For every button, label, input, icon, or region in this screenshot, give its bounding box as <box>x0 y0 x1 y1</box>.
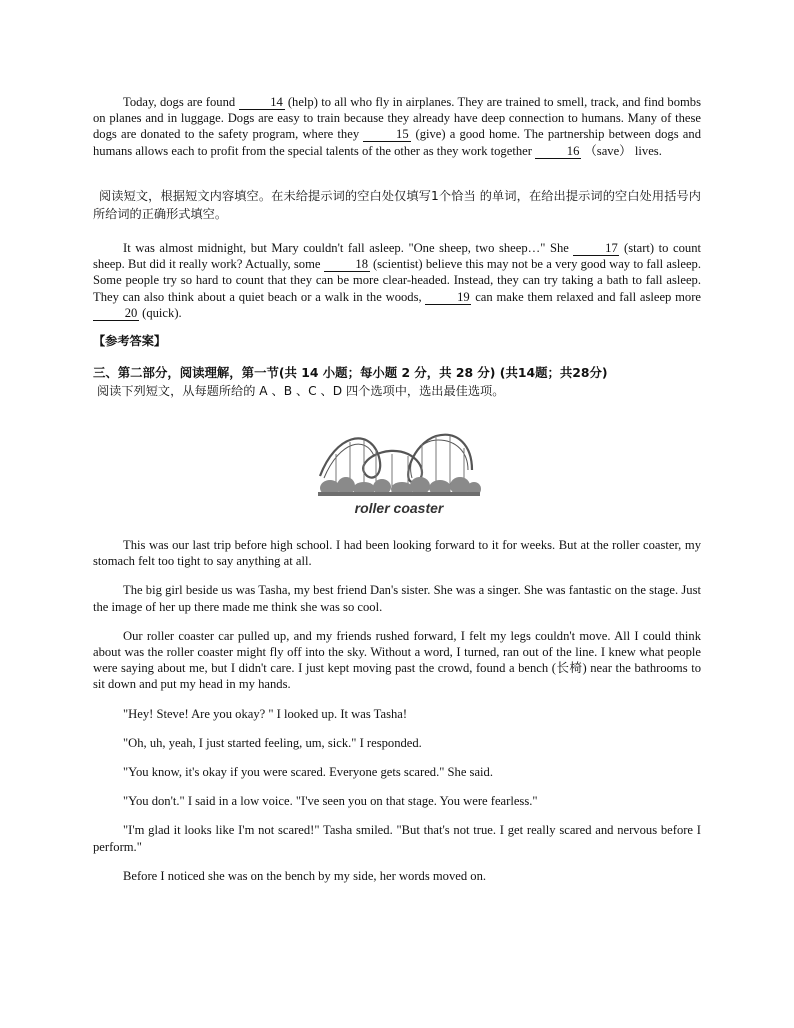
passage-dogs <box>93 94 701 159</box>
blank-16[interactable]: 16 <box>535 145 581 159</box>
passage-text-segment: (help) to all who fly in airplanes. They are trained to smell, track, and find bombs on planes and in luggage. Dogs are easy to train because they already have deep connection to humans. Many of these dogs are donated to the safety program, where they <box>93 95 701 142</box>
blank-20[interactable]: 20 <box>93 307 139 321</box>
passage-text-segment: (quick). <box>139 305 182 320</box>
section-heading-text: 三、第二部分，阅读理解，第一节(共 14 小题；每小题 2 分，共 28 分) (共14题；共28分) <box>93 365 608 380</box>
passage-text-segment: (scientist) believe this may not be a very good way to fall asleep. Some people try so hard to count that they can be more clear-headed. Instead, they can try taking a bath to fall asleep. They can also think about a quiet beach or a walk in the woods, <box>93 257 701 304</box>
blank-17[interactable]: 17 <box>573 242 619 256</box>
story-paragraph: "You don't." I said in a low voice. "I've seen you on that stage. You were fearless." <box>123 794 538 809</box>
roller-coaster-illustration <box>316 414 482 518</box>
story-paragraph: This was our last trip before high school. I had been looking forward to it for weeks. But at the roller coaster, my stomach felt too tight to say anything at all. <box>93 538 701 569</box>
story-paragraph: "I'm glad it looks like I'm not scared!" Tasha smiled. "But that's not true. I get really scared and nervous before I perform." <box>93 823 701 854</box>
fill-in-instruction-text: 阅读短文，根据短文内容填空。在未给提示词的空白处仅填写1个恰当 的单词，在给出提示词的空白处用括号内所给词的正确形式填空。 <box>93 189 701 221</box>
blank-19[interactable]: 19 <box>425 291 471 305</box>
section-heading <box>93 364 701 400</box>
answer-heading-text: 【参考答案】 <box>93 334 167 348</box>
passage-text-segment: (start) to count sheep. But did it really work? Actually, some <box>93 241 701 272</box>
story-paragraph: Our roller coaster car pulled up, and my friends rushed forward, I felt my legs couldn't move. All I could think about was the roller coaster might fly off into the sky. Without a word, I turned, ran out of the line. I knew what people were saying about me, but I didn't care. I just kept moving past the crowd, found a bench (长椅) near the bathrooms to sit down and put my head in my hands. <box>93 628 701 692</box>
story-paragraph: "You know, it's okay if you were scared. Everyone gets scared." She said. <box>123 765 493 780</box>
passage-dogs-text <box>93 94 701 159</box>
story-paragraph: "Hey! Steve! Are you okay? " I looked up. It was Tasha! <box>123 706 408 721</box>
passage-text-segment: Today, dogs are found <box>123 95 239 109</box>
blank-14[interactable]: 14 <box>239 96 285 110</box>
story-paragraph: Before I noticed she was on the bench by my side, her words moved on. <box>123 868 487 883</box>
fill-in-instruction <box>93 187 701 223</box>
passage-sleep-text <box>93 240 701 321</box>
passage-sleep <box>93 240 701 321</box>
choice-instruction-text: 阅读下列短文，从每题所给的 A 、B 、C 、D 四个选项中，选出最佳选项。 <box>97 384 505 398</box>
illustration-caption: roller coaster <box>354 500 444 516</box>
story-paragraph: The big girl beside us was Tasha, my best friend Dan's sister. She was a singer. She was fantastic on the stage. Just the image of her up there made me think she was so cool. <box>93 583 701 614</box>
blank-15[interactable]: 15 <box>363 128 411 142</box>
answer-heading <box>93 332 701 350</box>
story <box>93 537 701 884</box>
blank-18[interactable]: 18 <box>324 258 370 272</box>
story-paragraph: "Oh, uh, yeah, I just started feeling, um, sick." I responded. <box>123 735 422 750</box>
passage-text-segment: can make them relaxed and fall asleep more <box>471 289 701 304</box>
passage-text-segment: (give) a good home. The partnership between dogs and humans allows each to profit from the special talents of the other as they work together <box>93 127 701 158</box>
passage-text-segment: （save） lives. <box>581 143 662 158</box>
passage-text-segment: It was almost midnight, but Mary couldn't fall asleep. "One sheep, two sheep…" She <box>123 241 574 255</box>
